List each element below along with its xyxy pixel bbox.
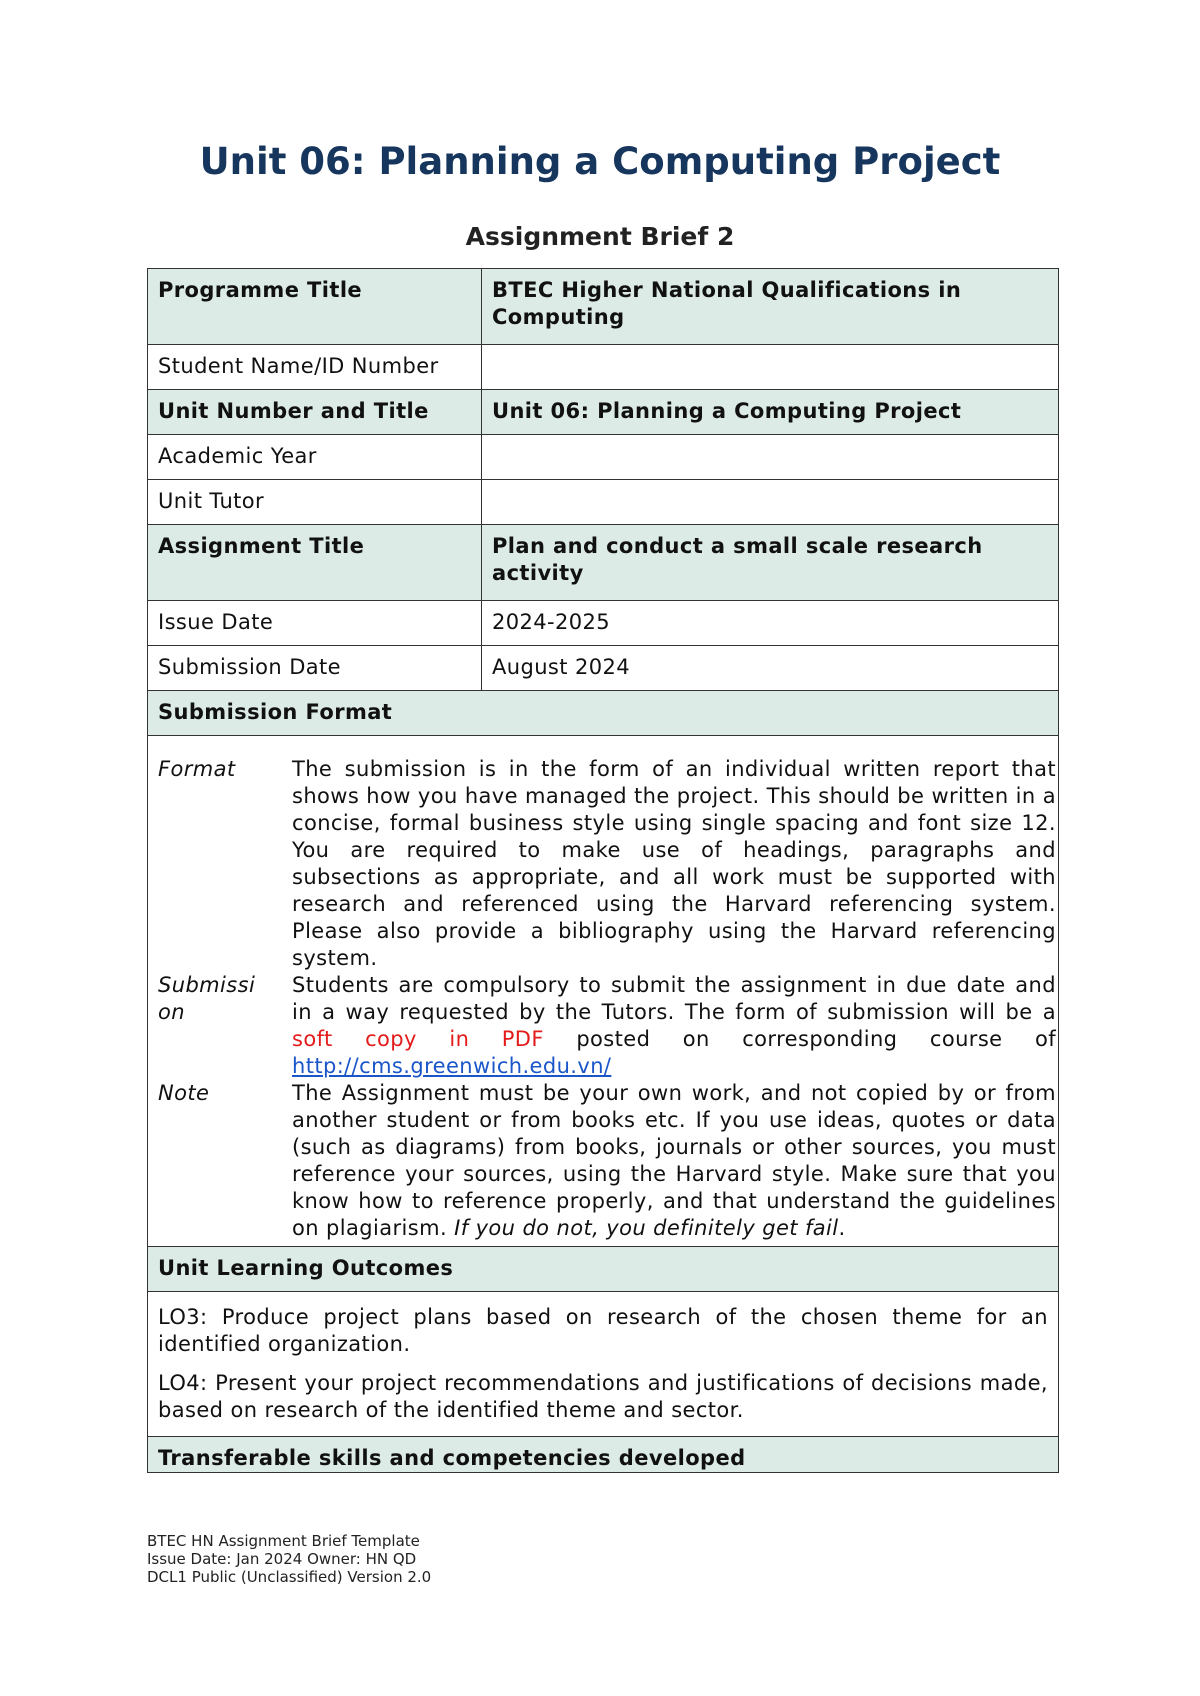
submission-format-heading: Submission Format (148, 691, 1059, 736)
footer-classification: DCL1 Public (Unclassified) Version 2.0 (147, 1568, 432, 1586)
row-transferable-skills-heading (148, 1437, 1059, 1473)
page-title: Unit 06: Planning a Computing Project (199, 140, 1001, 183)
unit-number-value: Unit 06: Planning a Computing Project (482, 390, 1059, 435)
issue-date-value: 2024-2025 (482, 601, 1059, 646)
submission-label: Submissi on (158, 973, 256, 1024)
transferable-skills-heading: Transferable skills and competencies developed (148, 1437, 1059, 1473)
row-submission-format-heading (148, 691, 1059, 736)
row-learning-outcomes-heading (148, 1247, 1059, 1292)
page-subtitle: Assignment Brief 2 (465, 222, 735, 251)
cms-link[interactable]: http://cms.greenwich.edu.vn/ (292, 1054, 612, 1078)
format-label: Format (158, 757, 236, 781)
unit-tutor-value[interactable] (482, 480, 1059, 525)
student-name-value[interactable] (482, 345, 1059, 390)
unit-tutor-label: Unit Tutor (148, 480, 482, 525)
footer-template-name: BTEC HN Assignment Brief Template (147, 1532, 420, 1550)
submission-date-label: Submission Date (148, 646, 482, 691)
row-programme-title (148, 269, 1059, 345)
assignment-title-value: Plan and conduct a small scale research activity (482, 525, 1059, 601)
note-text: The Assignment must be your own work, and not copied by or from another student or from books etc. If you use ideas, quotes or data (such as diagrams) from books, journals or other sources, you must reference your sources, using the Harvard style. Make sure that you know how to reference properly, and that understand the guidelines on plagiarism. If you do not, you definitely get fail. (292, 1081, 1056, 1240)
programme-title-value: BTEC Higher National Qualifications in Computing (482, 269, 1059, 345)
academic-year-value[interactable] (482, 435, 1059, 480)
note-warning: If you do not, you definitely get fail (454, 1216, 839, 1240)
learning-outcomes-heading: Unit Learning Outcomes (148, 1247, 1059, 1292)
row-student-name (148, 345, 1059, 390)
note-label: Note (158, 1081, 210, 1105)
submission-format-body (148, 736, 1059, 1247)
soft-copy-highlight: soft copy in PDF (292, 1027, 544, 1051)
row-submission-date (148, 646, 1059, 691)
row-unit-number (148, 390, 1059, 435)
assignment-brief-table (147, 268, 1059, 1473)
programme-title-label: Programme Title (148, 269, 482, 345)
row-academic-year (148, 435, 1059, 480)
unit-number-label: Unit Number and Title (148, 390, 482, 435)
learning-outcome-lo4: LO4: Present your project recommendations and justifications of decisions made, based on research of the identified theme and sector. (158, 1371, 1048, 1422)
format-text: The submission is in the form of an individual written report that shows how you have managed the project. This should be written in a concise, formal business style using single spacing and font size 12. You are required to make use of headings, paragraphs and subsections as appropriate, and all work must be supported with research and referenced using the Harvard referencing system. Please also provide a bibliography using the Harvard referencing system. (292, 757, 1056, 970)
learning-outcomes-body (148, 1292, 1059, 1437)
row-issue-date (148, 601, 1059, 646)
submission-date-value: August 2024 (482, 646, 1059, 691)
row-submission-format-body (148, 736, 1059, 1247)
assignment-title-label: Assignment Title (148, 525, 482, 601)
submission-text: Students are compulsory to submit the assignment in due date and in a way requested by the Tutors. The form of submission will be a soft copy in PDF posted on corresponding course of http://cms.greenwich.edu.vn/ (292, 973, 1056, 1078)
academic-year-label: Academic Year (148, 435, 482, 480)
footer-issue-owner: Issue Date: Jan 2024 Owner: HN QD (147, 1550, 417, 1568)
page-footer (147, 1532, 431, 1586)
row-unit-tutor (148, 480, 1059, 525)
row-assignment-title (148, 525, 1059, 601)
row-learning-outcomes-body (148, 1292, 1059, 1437)
student-name-label: Student Name/ID Number (148, 345, 482, 390)
issue-date-label: Issue Date (148, 601, 482, 646)
learning-outcome-lo3: LO3: Produce project plans based on research of the chosen theme for an identified organization. (158, 1305, 1048, 1356)
